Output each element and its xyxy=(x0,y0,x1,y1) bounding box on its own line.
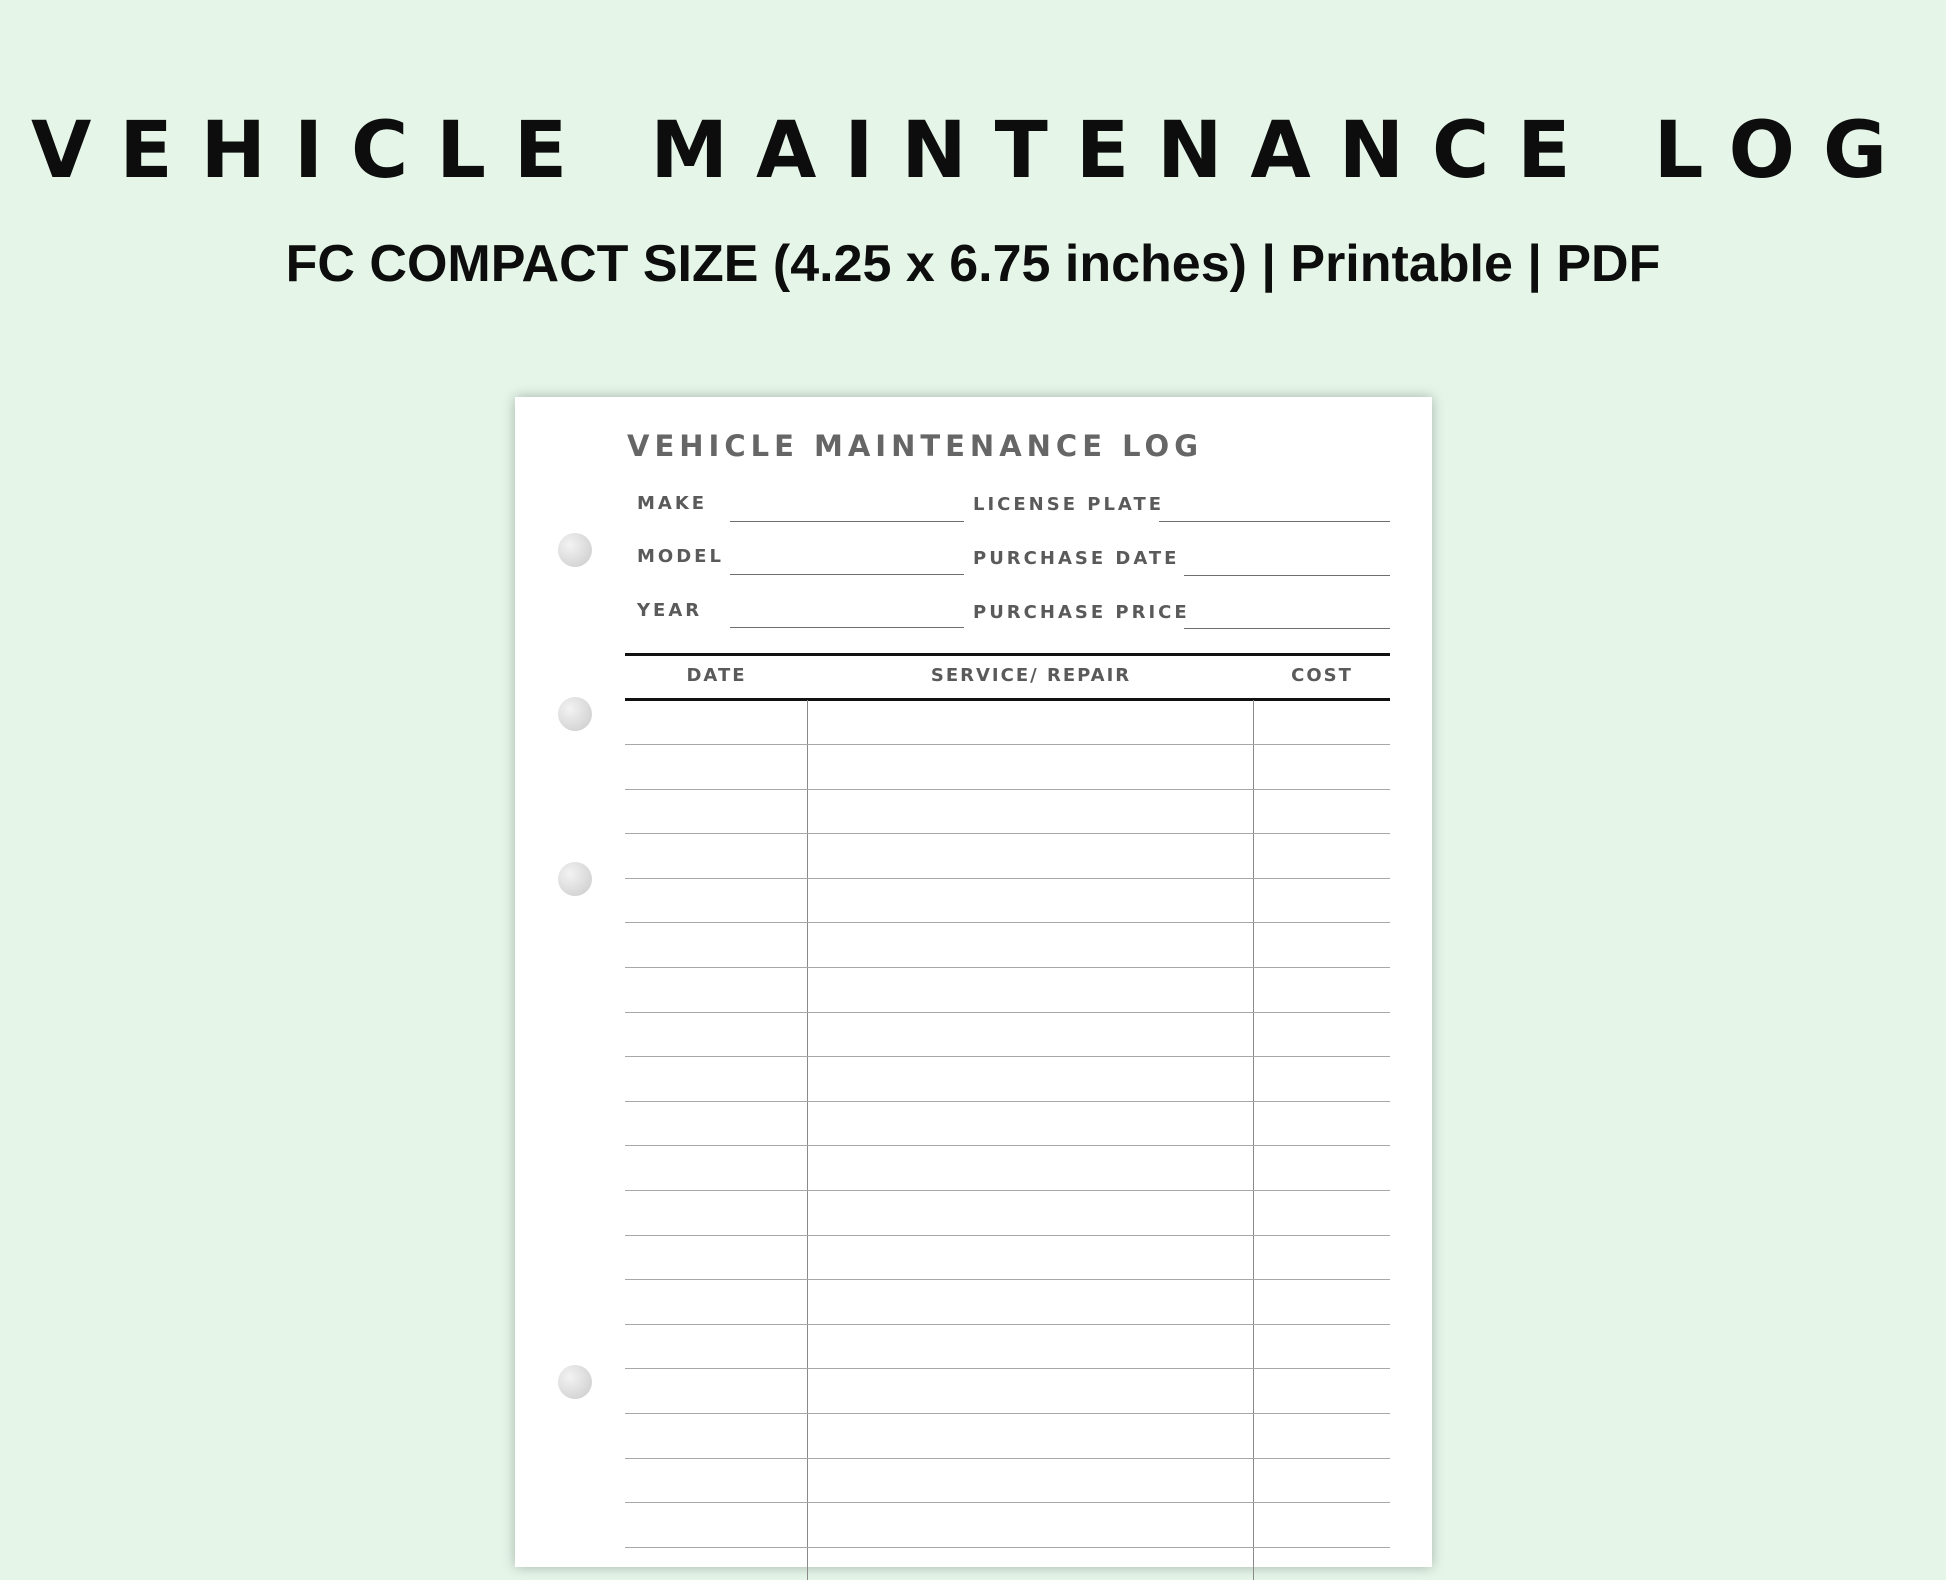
license-plate-field[interactable] xyxy=(1159,521,1390,522)
banner-subtitle: FC COMPACT SIZE (4.25 x 6.75 inches) | Printable | PDF xyxy=(285,235,1661,293)
purchase-date-field[interactable] xyxy=(1184,575,1390,576)
table-row[interactable] xyxy=(625,744,1390,745)
punch-hole xyxy=(558,533,592,567)
purchase-price-field[interactable] xyxy=(1184,628,1390,629)
table-row[interactable] xyxy=(625,1547,1390,1548)
table-row[interactable] xyxy=(625,1145,1390,1146)
table-row[interactable] xyxy=(625,833,1390,834)
punch-hole xyxy=(558,697,592,731)
table-row[interactable] xyxy=(625,789,1390,790)
license-plate-label: LICENSE PLATE xyxy=(973,494,1165,515)
table-row[interactable] xyxy=(625,1324,1390,1325)
table-row[interactable] xyxy=(625,1235,1390,1236)
year-label: YEAR xyxy=(637,600,703,621)
column-header-cost: COST xyxy=(1291,665,1353,686)
table-row[interactable] xyxy=(625,1502,1390,1503)
table-row[interactable] xyxy=(625,967,1390,968)
table-row[interactable] xyxy=(625,1190,1390,1191)
column-header-service-repair: SERVICE/ REPAIR xyxy=(930,665,1132,686)
model-field[interactable] xyxy=(730,574,964,575)
table-row[interactable] xyxy=(625,1056,1390,1057)
table-row[interactable] xyxy=(625,1101,1390,1102)
banner-title: VEHICLE MAINTENANCE LOG xyxy=(31,106,1915,196)
make-field[interactable] xyxy=(730,521,964,522)
model-label: MODEL xyxy=(637,546,724,567)
table-row[interactable] xyxy=(625,1458,1390,1459)
table-top-rule xyxy=(625,653,1390,656)
purchase-price-label: PURCHASE PRICE xyxy=(973,602,1190,623)
table-row[interactable] xyxy=(625,878,1390,879)
sheet-title: VEHICLE MAINTENANCE LOG xyxy=(627,429,1204,463)
punch-hole xyxy=(558,862,592,896)
column-divider xyxy=(807,700,808,1580)
column-header-date: DATE xyxy=(686,665,747,686)
purchase-date-label: PURCHASE DATE xyxy=(973,548,1180,569)
table-header-rule xyxy=(625,698,1390,701)
log-sheet xyxy=(515,397,1432,1567)
column-divider xyxy=(1253,700,1254,1580)
table-row[interactable] xyxy=(625,1012,1390,1013)
make-label: MAKE xyxy=(637,493,708,514)
table-row[interactable] xyxy=(625,922,1390,923)
table-row[interactable] xyxy=(625,1279,1390,1280)
table-row[interactable] xyxy=(625,1368,1390,1369)
table-row[interactable] xyxy=(625,1413,1390,1414)
year-field[interactable] xyxy=(730,627,964,628)
punch-hole xyxy=(558,1365,592,1399)
